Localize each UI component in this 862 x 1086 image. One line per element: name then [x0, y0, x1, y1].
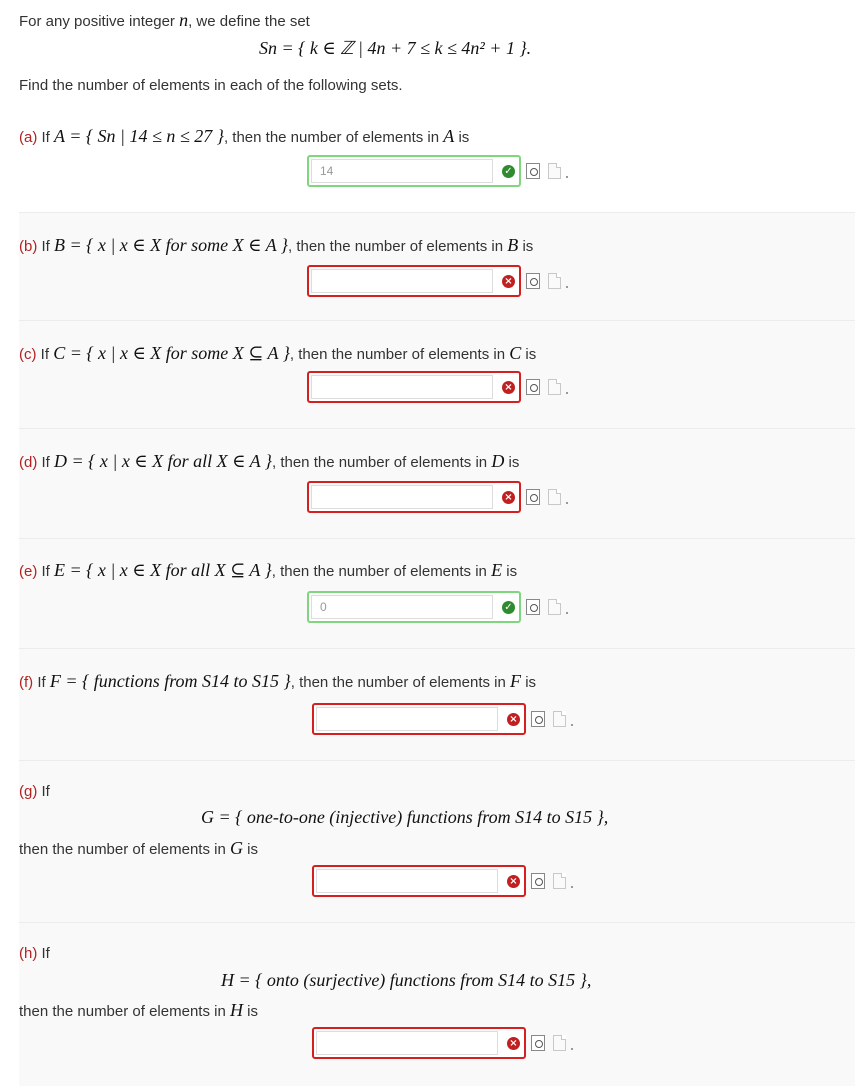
- document-icon[interactable]: [548, 489, 561, 505]
- question-tail: is: [525, 674, 537, 691]
- part-g: [19, 760, 855, 923]
- part-f: [19, 648, 855, 761]
- preview-icon[interactable]: [531, 711, 545, 727]
- x-icon: ×: [507, 875, 520, 888]
- answer-box-b: [307, 265, 521, 297]
- answer-box-c: [307, 371, 521, 403]
- answer-box-d: [307, 481, 521, 513]
- document-icon[interactable]: [553, 711, 566, 727]
- question-tail: is: [506, 563, 518, 580]
- part-c: [19, 320, 855, 429]
- answer-box-e: [307, 591, 521, 623]
- question-pre: If: [41, 238, 50, 255]
- question-d: [19, 451, 519, 472]
- separator-dot: [566, 502, 568, 504]
- part-d: [19, 428, 855, 539]
- part-label: (d): [19, 454, 38, 471]
- question-pre: If: [41, 563, 50, 580]
- set-expression: G = { one-to-one (injective) functions from S14 to S15 },: [201, 807, 609, 827]
- question-post: then the number of elements in: [19, 841, 226, 858]
- x-icon: ×: [502, 491, 515, 504]
- question-tail: is: [247, 1003, 258, 1020]
- question-pre: If: [41, 454, 50, 471]
- set-var: D: [491, 451, 505, 471]
- x-icon: ×: [502, 275, 515, 288]
- separator-dot: [571, 724, 573, 726]
- question-tail: is: [522, 238, 534, 255]
- part-label: (b): [19, 238, 38, 255]
- document-icon[interactable]: [553, 873, 566, 889]
- check-icon: ✓: [502, 165, 515, 178]
- question-pre: If: [40, 346, 50, 363]
- preview-icon[interactable]: [526, 599, 540, 615]
- question-pre: If: [41, 129, 50, 146]
- answer-input-g[interactable]: [316, 869, 498, 893]
- question-h-text: [19, 1000, 258, 1021]
- set-expression: B = { x | x ∈ X for some X ∈ A }: [54, 235, 288, 255]
- question-pre: If: [37, 674, 46, 691]
- answer-input-f[interactable]: [316, 707, 498, 731]
- part-label: (f): [19, 674, 34, 691]
- intro-text-suffix: , we define the set: [188, 13, 310, 30]
- x-icon: ×: [502, 381, 515, 394]
- intro-var: n: [179, 10, 189, 30]
- set-var: H: [229, 1000, 243, 1020]
- question-tail: is: [247, 841, 258, 858]
- document-icon[interactable]: [548, 163, 561, 179]
- document-icon[interactable]: [548, 273, 561, 289]
- answer-input-a[interactable]: [311, 159, 493, 183]
- set-var: G: [229, 838, 243, 858]
- intro-text: For any positive integer: [19, 13, 175, 30]
- question-f: [19, 671, 536, 692]
- question-b: [19, 235, 533, 256]
- answer-input-c[interactable]: [311, 375, 493, 399]
- question-post: , then the number of elements in: [290, 674, 506, 691]
- part-label: (g): [19, 783, 38, 800]
- separator-dot: [566, 612, 568, 614]
- question-post: , then the number of elements in: [223, 129, 440, 146]
- answer-box-a: [307, 155, 521, 187]
- answer-input-d[interactable]: [311, 485, 493, 509]
- part-e: [19, 538, 855, 649]
- set-var: C: [509, 343, 522, 363]
- question-e: [19, 560, 517, 581]
- document-icon[interactable]: [553, 1035, 566, 1051]
- separator-dot: [571, 1048, 573, 1050]
- document-icon[interactable]: [548, 599, 561, 615]
- intro-line-1: [19, 10, 310, 31]
- part-label: (h): [19, 945, 38, 962]
- set-var: E: [491, 560, 503, 580]
- question-post: then the number of elements in: [19, 1003, 226, 1020]
- question-tail: is: [525, 346, 537, 363]
- separator-dot: [566, 176, 568, 178]
- question-post: , then the number of elements in: [287, 238, 504, 255]
- set-expression: H = { onto (surjective) functions from S14 to S15 },: [221, 970, 592, 990]
- answer-box-f: [312, 703, 526, 735]
- document-icon[interactable]: [548, 379, 561, 395]
- check-icon: ✓: [502, 601, 515, 614]
- question-tail: is: [508, 454, 520, 471]
- set-expression: C = { x | x ∈ X for some X ⊆ A }: [53, 343, 290, 363]
- separator-dot: [566, 392, 568, 394]
- preview-icon[interactable]: [526, 489, 540, 505]
- set-expression: E = { x | x ∈ X for all X ⊆ A }: [54, 560, 272, 580]
- part-label: (a): [19, 129, 38, 146]
- answer-input-e[interactable]: [311, 595, 493, 619]
- answer-box-h: [312, 1027, 526, 1059]
- question-post: , then the number of elements in: [289, 346, 506, 363]
- question-h-label: [19, 945, 50, 962]
- question-g-label: [19, 783, 50, 800]
- question-pre: If: [41, 945, 50, 962]
- answer-input-b[interactable]: [311, 269, 493, 293]
- preview-icon[interactable]: [526, 379, 540, 395]
- instruction: Find the number of elements in each of the following sets.: [19, 77, 403, 94]
- part-a: [19, 110, 855, 212]
- preview-icon[interactable]: [531, 873, 545, 889]
- question-post: , then the number of elements in: [272, 454, 488, 471]
- part-h: [19, 922, 855, 1086]
- separator-dot: [566, 286, 568, 288]
- question-c: [19, 343, 536, 364]
- x-icon: ×: [507, 713, 520, 726]
- preview-icon[interactable]: [526, 273, 540, 289]
- question-g-text: [19, 838, 258, 859]
- question-post: , then the number of elements in: [271, 563, 487, 580]
- question-a: [19, 126, 469, 147]
- answer-input-h[interactable]: [316, 1031, 498, 1055]
- answer-box-g: [312, 865, 526, 897]
- preview-icon[interactable]: [531, 1035, 545, 1051]
- part-b: [19, 212, 855, 321]
- set-expression: F = { functions from S14 to S15 }: [49, 671, 291, 691]
- set-definition: Sn = { k ∈ ℤ | 4n + 7 ≤ k ≤ 4n² + 1 }.: [259, 38, 532, 58]
- set-expression: D = { x | x ∈ X for all X ∈ A }: [54, 451, 272, 471]
- preview-icon[interactable]: [526, 163, 540, 179]
- part-label: (c): [19, 346, 37, 363]
- set-var: F: [510, 671, 522, 691]
- question-pre: If: [41, 783, 50, 800]
- part-label: (e): [19, 563, 38, 580]
- question-tail: is: [458, 129, 470, 146]
- set-var: A: [443, 126, 455, 146]
- set-expression: A = { Sn | 14 ≤ n ≤ 27 }: [54, 126, 224, 146]
- set-var: B: [507, 235, 519, 255]
- separator-dot: [571, 886, 573, 888]
- x-icon: ×: [507, 1037, 520, 1050]
